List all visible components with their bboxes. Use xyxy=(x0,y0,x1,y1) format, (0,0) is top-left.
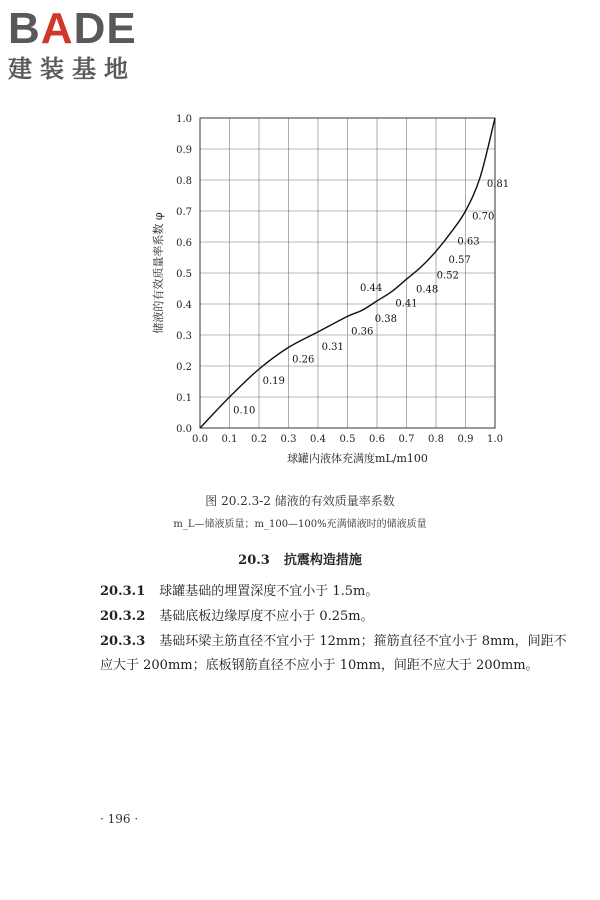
clause-number: 20.3.3 xyxy=(100,634,146,649)
logo-wordmark: BADE xyxy=(8,4,137,53)
x-tick-label: 0.8 xyxy=(428,434,444,445)
y-tick-label: 0.7 xyxy=(176,207,192,218)
clause-number: 20.3.1 xyxy=(100,584,146,599)
x-axis-label: 球罐内液体充满度mL/m100 xyxy=(287,452,428,465)
x-tick-label: 0.7 xyxy=(398,434,415,445)
section-title: 抗震构造措施 xyxy=(283,553,362,568)
data-label: 0.52 xyxy=(436,270,459,282)
x-tick-label: 0.2 xyxy=(251,434,267,445)
x-tick-label: 0.4 xyxy=(310,434,326,445)
data-label: 0.48 xyxy=(416,284,439,296)
clause-text: 球罐基础的埋置深度不宜小于 1.5m。 xyxy=(159,584,379,599)
x-tick-label: 0.3 xyxy=(280,434,297,445)
data-label: 0.44 xyxy=(359,282,383,294)
data-label: 0.57 xyxy=(448,255,471,267)
y-tick-label: 0.4 xyxy=(176,300,192,311)
y-tick-label: 0.3 xyxy=(176,331,192,342)
clause-item xyxy=(100,605,570,629)
brand-logo xyxy=(8,6,188,84)
effective-mass-chart xyxy=(140,100,520,475)
x-tick-label: 0.1 xyxy=(221,434,238,445)
y-tick-label: 0.0 xyxy=(176,424,192,435)
page-number: · 196 · xyxy=(100,812,139,826)
logo-subtitle: 建装基地 xyxy=(8,55,136,83)
clause-item xyxy=(100,630,570,678)
section-heading xyxy=(0,549,600,568)
x-tick-label: 0.9 xyxy=(457,434,474,445)
data-label: 0.10 xyxy=(233,405,256,417)
data-label: 0.26 xyxy=(292,354,315,366)
data-label: 0.38 xyxy=(374,313,397,325)
clause-text: 基础环梁主筋直径不宜小于 12mm；箍筋直径不宜小于 8mm，间距不应大于 200mm；底板钢筋直径不应小于 10mm，间距不应大于 200mm。 xyxy=(100,634,567,673)
x-tick-label: 1.0 xyxy=(487,434,503,445)
data-label: 0.36 xyxy=(351,326,374,338)
y-axis-label: 储液的有效质量率系数 φ xyxy=(152,212,165,334)
section-number: 20.3 xyxy=(238,553,270,568)
y-tick-label: 1.0 xyxy=(176,114,192,125)
data-label: 0.70 xyxy=(472,211,495,223)
data-label: 0.41 xyxy=(395,298,418,310)
figure-caption: 图 20.2.3-2 储液的有效质量率系数 xyxy=(205,494,395,508)
data-label: 0.19 xyxy=(262,375,285,387)
y-tick-label: 0.9 xyxy=(176,145,192,156)
clause-number: 20.3.2 xyxy=(100,609,146,624)
x-tick-label: 0.0 xyxy=(192,434,208,445)
data-label: 0.81 xyxy=(486,179,510,191)
clause-item xyxy=(100,580,570,604)
y-tick-label: 0.2 xyxy=(176,362,192,373)
data-label: 0.63 xyxy=(457,236,480,248)
x-tick-label: 0.5 xyxy=(339,434,356,445)
y-tick-label: 0.5 xyxy=(176,269,192,280)
clause-text: 基础底板边缘厚度不应小于 0.25m。 xyxy=(159,609,374,624)
figure-note: m_L—储液质量；m_100—100%充满储液时的储液质量 xyxy=(173,519,427,530)
data-label: 0.31 xyxy=(321,341,344,353)
x-tick-label: 0.6 xyxy=(369,434,385,445)
y-tick-label: 0.8 xyxy=(176,176,192,187)
y-tick-label: 0.1 xyxy=(176,393,192,404)
y-tick-label: 0.6 xyxy=(176,238,192,249)
